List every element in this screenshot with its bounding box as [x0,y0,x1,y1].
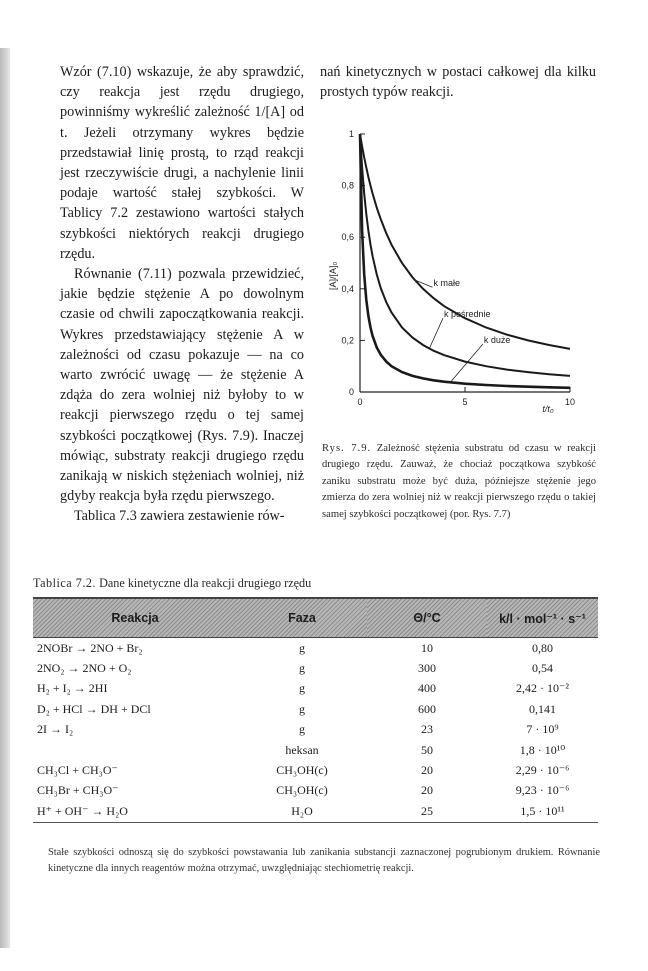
table-row [33,638,598,659]
rate-constant-cell: 0,80 [532,640,553,655]
phase-cell: CH₃OH(c) [276,783,328,798]
rate-constant-cell: 2,42 · 10⁻² [516,681,569,696]
temperature-cell: 50 [421,742,433,757]
y-tick-label: 0 [348,387,354,397]
temperature-cell: 25 [367,801,487,822]
header-temperature: Θ/°C [367,598,487,638]
rate-constant-cell: 1,5 · 10¹¹ [487,801,598,822]
series-label: k małe [433,278,461,289]
table-title [33,576,311,591]
phase-cell: CH₃OH(c) [276,763,328,778]
rate-constant-cell: 1,8 · 10¹⁰ [519,742,566,757]
y-tick-label: 0,4 [341,283,354,294]
temperature-cell: 300 [418,661,436,676]
rate-constant-cell: 9,23 · 10⁻⁶ [515,783,570,798]
reaction-cell: H⁺ + OH⁻ → H₂O [33,801,237,822]
series-label-leader [450,344,483,382]
kinetic-data-table [33,597,598,823]
phase-cell: g [299,640,305,655]
left-column-text [60,62,304,527]
phase-cell: g [299,701,305,716]
y-axis-label: [A]/[A]₀ [328,261,338,291]
temperature-cell: 20 [421,783,433,798]
temperature-cell: 600 [418,701,436,716]
temperature-cell: 400 [418,681,436,696]
table-row [33,720,598,740]
reaction-cell: D₂ + HCl → DH + DCl [37,701,151,716]
reaction-cell: CH₃Br + CH₃O⁻ [37,783,119,798]
table-row [33,679,598,699]
figure-caption [322,441,596,523]
phase-cell: g [299,681,305,696]
reaction-cell: H₂ + I₂ → 2HI [37,681,108,696]
phase-cell: heksan [285,742,319,757]
figure-caption-text: Zależność stężenia substratu od czasu w reakcji drugiego rzędu. Zauważ, że chociaż początkowa szybkość zaniku substratu może być duża, późniejsze stężenie jego zmierza do zera wolniej niż w reakcji pierwszego rzędu o takiej samej szybkości początkowej (por. Rys. 7.7) [322,443,596,520]
series-label: k pośrednie [444,309,491,320]
concentration-chart [320,122,610,432]
table-row [33,781,598,801]
reaction-cell: CH₃Cl + CH₃O⁻ [37,763,118,778]
table-title-label: Tablica 7.2. [33,576,97,590]
temperature-cell: 23 [421,722,433,737]
rate-constant-cell: 2,29 · 10⁻⁶ [515,763,570,778]
table-row [33,760,598,780]
paragraph-2: Równanie (7.11) pozwala przewidzieć, jakie będzie stężenie A po dowolnym czasie od chwili zapoczątkowania reakcji. Wykres przedstawiający stężenie A w zależności od czasu pokazuje — na co warto zwrócić uwagę — że stężenie A zdąża do zera wolniej niż byłoby to w reakcji pierwszego rzędu o tej samej szybkości początkowej (Rys. 7.9). Inaczej mówiąc, substraty reakcji drugiego rzędu zanikają w niskich stężeniach wolniej, niż gdyby reakcja była rzędu pierwszego. [60,266,304,505]
temperature-cell: 10 [421,640,433,655]
page-binding-edge [0,48,10,948]
y-tick-label: 0,2 [341,335,354,346]
y-tick-label: 0,6 [341,232,354,243]
right-column-text: nań kinetycznych w postaci całkowej dla kilku prostych typów reakcji. [320,64,596,101]
x-tick-label: 0 [357,397,363,407]
rate-constant-cell: 0,141 [529,701,556,716]
rate-constant-cell: 0,54 [532,661,553,676]
paragraph-3: Tablica 7.3 zawiera zestawienie rów- [74,508,285,525]
series-line-2 [360,134,570,388]
temperature-cell: 20 [421,763,433,778]
phase-cell: g [299,661,305,676]
y-tick-label: 1 [348,129,354,139]
phase-cell: H₂O [237,801,367,822]
figure-caption-label: Rys. 7.9. [322,443,372,454]
x-tick-label: 5 [462,397,468,407]
phase-cell: g [299,722,305,737]
reaction-cell: 2NO₂ → 2NO + O₂ [37,661,132,676]
header-reaction: Reakcja [33,598,237,638]
table-title-text: Dane kinetyczne dla reakcji drugiego rzędu [99,576,312,590]
header-rate-constant: k/l · mol⁻¹ · s⁻¹ [487,598,598,638]
reaction-cell: 2I → I₂ [37,722,74,737]
table-row [33,801,598,822]
figure-7-9 [320,122,610,432]
table-row [33,699,598,719]
series-label-leader [429,318,443,348]
table-footnote: Stałe szybkości odnoszą się do szybkości powstawania lub zanikania substancji zaznaczonej pogrubionym drukiem. Równanie kinetyczne dla innych reagentów można otrzymać, uwzględniając stechiometrię reakcji. [48,847,600,875]
header-phase: Faza [237,598,367,638]
table-header-row [33,598,598,638]
paragraph-1: Wzór (7.10) wskazuje, że aby sprawdzić, czy reakcja jest rzędu drugiego, powinniśmy wykreślić zależność 1/[A] od t. Jeżeli otrzymany wykres będzie przedstawiał linię prostą, to rząd reakcji jest rzeczywiście drugi, a nachylenie linii podaje wartość stałej szybkości. W Tablicy 7.2 zestawiono wartości stałych szybkości niektórych reakcji drugiego rzędu. [60,64,304,262]
reaction-cell [33,740,237,760]
table-row [33,658,598,678]
table-row [33,740,598,760]
x-tick-label: 10 [564,397,576,407]
rate-constant-cell: 7 · 10⁹ [526,722,559,737]
series-label: k duże [483,334,511,345]
x-axis-label: t/t₀ [542,404,554,414]
y-tick-label: 0,8 [341,180,354,191]
series-line-1 [360,134,570,376]
reaction-cell: 2NOBr → 2NO + Br₂ [37,640,143,655]
